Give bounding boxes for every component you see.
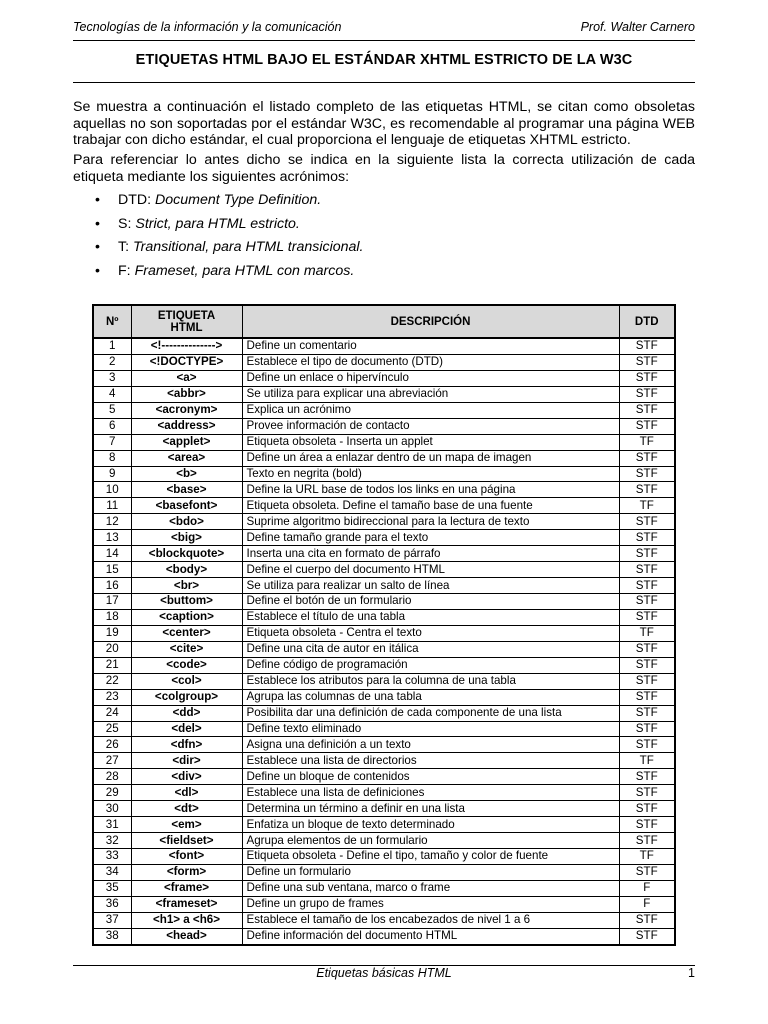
row-dtd: TF (619, 849, 675, 865)
row-number: 24 (93, 705, 131, 721)
row-tag: <area> (131, 450, 242, 466)
row-number: 36 (93, 896, 131, 912)
table-row (93, 386, 675, 402)
row-tag: <frame> (131, 880, 242, 896)
acronym-code: T: (118, 239, 133, 255)
row-dtd: TF (619, 434, 675, 450)
row-dtd: F (619, 896, 675, 912)
row-number: 13 (93, 530, 131, 546)
table-row (93, 498, 675, 514)
row-description: Agrupa elementos de un formulario (242, 833, 619, 849)
column-header-dtd: DTD (619, 305, 675, 338)
header-divider (73, 40, 695, 41)
row-dtd: STF (619, 578, 675, 594)
row-description: Define el cuerpo del documento HTML (242, 562, 619, 578)
row-tag: <center> (131, 625, 242, 641)
table-row (93, 817, 675, 833)
page-footer (73, 966, 695, 982)
acronym-item (73, 191, 695, 215)
row-tag: <blockquote> (131, 546, 242, 562)
row-description: Define la URL base de todos los links en una página (242, 482, 619, 498)
row-dtd: TF (619, 625, 675, 641)
table-row (93, 896, 675, 912)
row-tag: <cite> (131, 641, 242, 657)
row-number: 29 (93, 785, 131, 801)
table-row (93, 657, 675, 673)
row-dtd: STF (619, 785, 675, 801)
row-number: 31 (93, 817, 131, 833)
row-number: 37 (93, 912, 131, 928)
row-tag: <dir> (131, 753, 242, 769)
row-dtd: F (619, 880, 675, 896)
row-dtd: STF (619, 737, 675, 753)
row-number: 20 (93, 641, 131, 657)
row-tag: <base> (131, 482, 242, 498)
row-tag: <buttom> (131, 594, 242, 610)
document-title: ETIQUETAS HTML BAJO EL ESTÁNDAR XHTML ESTRICTO DE LA W3C (135, 52, 633, 68)
row-dtd: TF (619, 498, 675, 514)
row-description: Etiqueta obsoleta - Inserta un applet (242, 434, 619, 450)
row-dtd: STF (619, 418, 675, 434)
row-description: Se utiliza para explicar una abreviación (242, 386, 619, 402)
row-description: Etiqueta obsoleta. Define el tamaño base de una fuente (242, 498, 619, 514)
header-author: Prof. Walter Carnero (580, 20, 695, 34)
table-row (93, 609, 675, 625)
row-dtd: STF (619, 864, 675, 880)
row-number: 34 (93, 864, 131, 880)
row-dtd: STF (619, 912, 675, 928)
intro-paragraph: Se muestra a continuación el listado completo de las etiquetas HTML, se citan como obsoletas aquellas no son soportadas por el estándar W3C, es recomendable al programar una página WEB trabajar con dicho estándar, el cual proporciona el lenguaje de etiquetas XHTML estricto. (73, 99, 695, 148)
table-row (93, 641, 675, 657)
row-tag: <big> (131, 530, 242, 546)
row-number: 12 (93, 514, 131, 530)
bullet-icon: • (95, 239, 100, 255)
table-row (93, 562, 675, 578)
row-dtd: STF (619, 689, 675, 705)
row-dtd: STF (619, 386, 675, 402)
page-header (73, 20, 695, 38)
row-number: 7 (93, 434, 131, 450)
row-tag: <code> (131, 657, 242, 673)
row-tag: <del> (131, 721, 242, 737)
row-number: 30 (93, 801, 131, 817)
row-number: 11 (93, 498, 131, 514)
row-number: 35 (93, 880, 131, 896)
row-description: Posibilita dar una definición de cada componente de una lista (242, 705, 619, 721)
header-course-title: Tecnologías de la información y la comunicación (73, 20, 342, 34)
row-description: Establece el tamaño de los encabezados de nivel 1 a 6 (242, 912, 619, 928)
row-description: Determina un término a definir en una lista (242, 801, 619, 817)
row-description: Enfatiza un bloque de texto determinado (242, 817, 619, 833)
table-row (93, 864, 675, 880)
row-dtd: STF (619, 641, 675, 657)
table-row (93, 370, 675, 386)
row-description: Define el botón de un formulario (242, 594, 619, 610)
table-row (93, 928, 675, 944)
row-number: 8 (93, 450, 131, 466)
row-dtd: STF (619, 402, 675, 418)
row-description: Define texto eliminado (242, 721, 619, 737)
table-row (93, 402, 675, 418)
row-tag: <!--------------> (131, 338, 242, 354)
row-tag: <abbr> (131, 386, 242, 402)
row-tag: <applet> (131, 434, 242, 450)
column-header-number: Nº (93, 305, 131, 338)
row-number: 9 (93, 466, 131, 482)
page-number: 1 (688, 966, 695, 980)
row-number: 28 (93, 769, 131, 785)
row-dtd: STF (619, 705, 675, 721)
table-row (93, 418, 675, 434)
table-row (93, 578, 675, 594)
table-row (93, 737, 675, 753)
row-dtd: STF (619, 450, 675, 466)
row-number: 16 (93, 578, 131, 594)
acronym-item (73, 262, 695, 286)
row-description: Establece una lista de definiciones (242, 785, 619, 801)
row-description: Define una sub ventana, marco o frame (242, 880, 619, 896)
row-tag: <dt> (131, 801, 242, 817)
acronyms-paragraph: Para referenciar lo antes dicho se indica en la siguiente lista la correcta utilización de cada etiqueta mediante los siguientes acrónimos: (73, 152, 695, 185)
row-dtd: STF (619, 609, 675, 625)
row-dtd: STF (619, 657, 675, 673)
row-dtd: STF (619, 801, 675, 817)
acronym-code: F: (118, 262, 135, 279)
row-dtd: STF (619, 817, 675, 833)
acronym-description: Frameset, para HTML con marcos. (134, 262, 355, 279)
row-dtd: STF (619, 370, 675, 386)
row-dtd: STF (619, 673, 675, 689)
column-header-tag (131, 305, 242, 338)
row-description: Define un área a enlazar dentro de un mapa de imagen (242, 450, 619, 466)
row-description: Asigna una definición a un texto (242, 737, 619, 753)
row-description: Establece el tipo de documento (DTD) (242, 354, 619, 370)
row-number: 10 (93, 482, 131, 498)
row-description: Define un grupo de frames (242, 896, 619, 912)
row-number: 15 (93, 562, 131, 578)
row-tag: <form> (131, 864, 242, 880)
table-row (93, 514, 675, 530)
table-row (93, 466, 675, 482)
row-dtd: STF (619, 466, 675, 482)
row-tag: <colgroup> (131, 689, 242, 705)
footer-title: Etiquetas básicas HTML (316, 966, 452, 980)
row-tag: <em> (131, 817, 242, 833)
row-description: Define una cita de autor en itálica (242, 641, 619, 657)
row-dtd: STF (619, 482, 675, 498)
table-row (93, 785, 675, 801)
table-row (93, 912, 675, 928)
table-row (93, 354, 675, 370)
row-description: Se utiliza para realizar un salto de línea (242, 578, 619, 594)
row-number: 22 (93, 673, 131, 689)
row-number: 27 (93, 753, 131, 769)
row-description: Define un bloque de contenidos (242, 769, 619, 785)
row-number: 6 (93, 418, 131, 434)
row-description: Suprime algoritmo bidireccional para la lectura de texto (242, 514, 619, 530)
tags-table-wrapper (92, 304, 674, 946)
row-dtd: STF (619, 338, 675, 354)
table-row (93, 801, 675, 817)
table-row (93, 450, 675, 466)
row-dtd: STF (619, 928, 675, 944)
row-description: Agrupa las columnas de una tabla (242, 689, 619, 705)
table-row (93, 673, 675, 689)
row-dtd: STF (619, 514, 675, 530)
acronym-item (73, 238, 695, 262)
row-number: 1 (93, 338, 131, 354)
table-row (93, 482, 675, 498)
row-tag: <basefont> (131, 498, 242, 514)
title-divider (73, 82, 695, 83)
row-dtd: STF (619, 546, 675, 562)
table-row (93, 753, 675, 769)
tags-table (92, 304, 676, 946)
row-number: 19 (93, 625, 131, 641)
row-dtd: TF (619, 753, 675, 769)
row-tag: <h1> a <h6> (131, 912, 242, 928)
row-number: 23 (93, 689, 131, 705)
row-description: Establece los atributos para la columna de una tabla (242, 673, 619, 689)
table-body (93, 338, 675, 945)
row-description: Provee información de contacto (242, 418, 619, 434)
row-number: 2 (93, 354, 131, 370)
row-tag: <frameset> (131, 896, 242, 912)
row-tag: <dl> (131, 785, 242, 801)
row-description: Define un comentario (242, 338, 619, 354)
row-tag: <body> (131, 562, 242, 578)
row-description: Establece el título de una tabla (242, 609, 619, 625)
table-row (93, 594, 675, 610)
table-row (93, 880, 675, 896)
row-description: Inserta una cita en formato de párrafo (242, 546, 619, 562)
row-dtd: STF (619, 562, 675, 578)
row-dtd: STF (619, 721, 675, 737)
row-tag: <div> (131, 769, 242, 785)
row-number: 25 (93, 721, 131, 737)
column-header-tag-line2: HTML (170, 321, 203, 334)
table-row (93, 721, 675, 737)
row-dtd: STF (619, 769, 675, 785)
row-description: Define un formulario (242, 864, 619, 880)
bullet-icon: • (95, 192, 100, 208)
row-number: 21 (93, 657, 131, 673)
table-row (93, 689, 675, 705)
row-description: Define código de programación (242, 657, 619, 673)
table-row (93, 769, 675, 785)
row-number: 33 (93, 849, 131, 865)
table-row (93, 625, 675, 641)
row-dtd: STF (619, 354, 675, 370)
row-dtd: STF (619, 833, 675, 849)
row-tag: <!DOCTYPE> (131, 354, 242, 370)
row-number: 38 (93, 928, 131, 944)
acronym-description: Strict, para HTML estricto. (135, 215, 300, 232)
acronym-description: Document Type Definition. (155, 192, 322, 208)
table-header-row (93, 305, 675, 338)
row-description: Define un enlace o hipervínculo (242, 370, 619, 386)
row-tag: <acronym> (131, 402, 242, 418)
acronym-code: S: (118, 215, 136, 232)
row-tag: <col> (131, 673, 242, 689)
row-tag: <font> (131, 849, 242, 865)
row-description: Define tamaño grande para el texto (242, 530, 619, 546)
row-tag: <br> (131, 578, 242, 594)
table-row (93, 530, 675, 546)
row-number: 18 (93, 609, 131, 625)
bullet-icon: • (95, 262, 100, 279)
row-description: Etiqueta obsoleta - Centra el texto (242, 625, 619, 641)
table-row (93, 833, 675, 849)
table-row (93, 849, 675, 865)
row-tag: <dfn> (131, 737, 242, 753)
acronym-list (73, 191, 695, 285)
row-tag: <head> (131, 928, 242, 944)
table-row (93, 546, 675, 562)
row-dtd: STF (619, 530, 675, 546)
column-header-tag-line1: ETIQUETA (157, 309, 216, 322)
row-tag: <fieldset> (131, 833, 242, 849)
row-number: 32 (93, 833, 131, 849)
row-tag: <a> (131, 370, 242, 386)
table-row (93, 434, 675, 450)
row-dtd: STF (619, 594, 675, 610)
acronym-description: Transitional, para HTML transicional. (132, 239, 364, 255)
column-header-description: DESCRIPCIÓN (242, 305, 619, 338)
row-tag: <dd> (131, 705, 242, 721)
row-tag: <caption> (131, 609, 242, 625)
row-tag: <bdo> (131, 514, 242, 530)
row-description: Explica un acrónimo (242, 402, 619, 418)
table-row (93, 705, 675, 721)
row-description: Texto en negrita (bold) (242, 466, 619, 482)
row-description: Define información del documento HTML (242, 928, 619, 944)
row-number: 14 (93, 546, 131, 562)
row-description: Etiqueta obsoleta - Define el tipo, tamaño y color de fuente (242, 849, 619, 865)
row-number: 3 (93, 370, 131, 386)
row-tag: <b> (131, 466, 242, 482)
row-tag: <address> (131, 418, 242, 434)
row-description: Establece una lista de directorios (242, 753, 619, 769)
bullet-icon: • (95, 215, 100, 232)
acronym-code: DTD: (118, 192, 156, 208)
acronym-item (73, 215, 695, 239)
table-row (93, 338, 675, 354)
row-number: 26 (93, 737, 131, 753)
row-number: 17 (93, 594, 131, 610)
row-number: 4 (93, 386, 131, 402)
row-number: 5 (93, 402, 131, 418)
